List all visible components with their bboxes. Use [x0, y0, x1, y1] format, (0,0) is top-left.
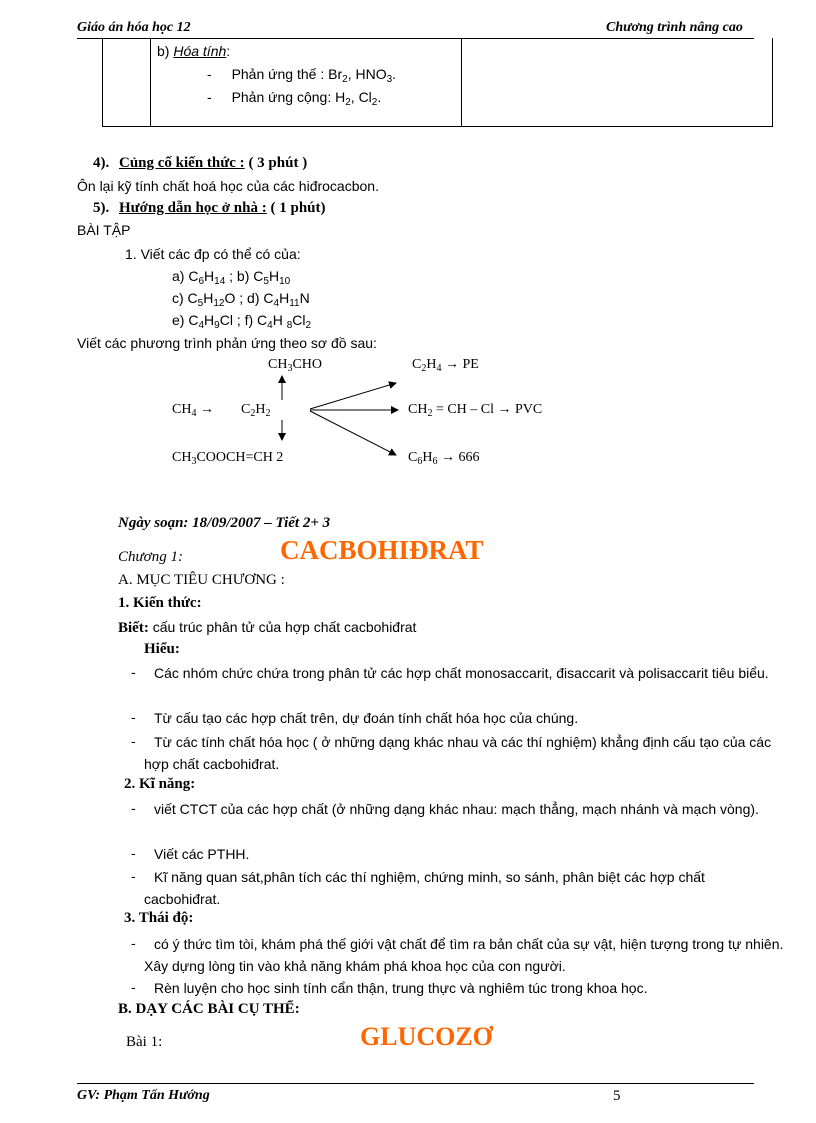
table-section-prefix: b) — [157, 43, 174, 59]
understand-item-2: Từ cấu tạo các hợp chất trên, dự đoán tính chất hóa học của chúng. — [154, 710, 579, 726]
homework-number: 5). — [93, 200, 110, 216]
exercise-option-1: a) $C_6H_{14}$ ; b) $C_5H_{10}$ — [172, 268, 291, 287]
dash: - — [131, 935, 136, 951]
knowledge-heading: 1. Kiến thức: — [118, 595, 202, 611]
footer-rule — [77, 1083, 754, 1084]
dash: - — [131, 845, 136, 861]
table-item-text: Phản ứng thế : $Br_2$, $HNO_3$. — [231, 66, 397, 85]
homework-title: Hướng dẫn học ở nhà : — [119, 200, 267, 216]
node-vinyl-chloride: $CH_2$ = CH – Cl → PVC — [408, 402, 543, 419]
know-line — [118, 619, 416, 637]
chapter-label: Chương 1: — [118, 549, 183, 565]
exercise-label: BÀI TẬP — [77, 222, 131, 238]
review-time: ( 3 phút ) — [248, 155, 308, 171]
exercise-q1: 1. Viết các đp có thể có của: — [125, 246, 301, 262]
review-title: Củng cố kiến thức : — [119, 155, 245, 171]
review-number: 4). — [93, 155, 110, 171]
footer-teacher: GV: Phạm Tấn Hướng — [77, 1088, 210, 1103]
lesson-date: Ngày soạn: 18/09/2007 – Tiết 2+ 3 — [118, 515, 331, 531]
skills-heading: 2. Kĩ năng: — [124, 776, 196, 792]
dash: - — [207, 89, 212, 105]
node-ch4: $CH_4$ → — [172, 402, 214, 419]
know-text: cấu trúc phân tử của hợp chất cacbohiđrat — [148, 619, 417, 635]
homework-time: ( 1 phút) — [270, 200, 326, 216]
header-left: Giáo án hóa học 12 — [77, 20, 191, 35]
know-label: Biết: — [118, 620, 149, 636]
node-benzene: $C_6H_6 \to 666$ — [408, 450, 480, 467]
table-item-text: Phản ứng cộng: $H_2$, $Cl_2$. — [231, 89, 382, 108]
review-text: Ôn lại kỹ tính chất hoá học của các hiđrocacbon. — [77, 178, 379, 194]
table-section-colon: : — [226, 43, 231, 59]
teach-heading: B. DẠY CÁC BÀI CỤ THỂ: — [118, 1001, 300, 1017]
exercise-option-3: e) $C_4H_9Cl$ ; f) $C_4H$ $_8Cl_2$ — [172, 312, 312, 331]
understand-item-3: Từ các tính chất hóa học ( ở những dạng khác nhau và các thí nghiệm) khẳng định cấu tạo của các hợp chất cacbohiđrat. — [144, 734, 772, 772]
lesson1-title: GLUCOZƠ — [360, 1022, 493, 1051]
attitude-item-1: có ý thức tìm tòi, khám phá thế giới vật chất để tìm ra bản chất của sự vật, hiện tượng trong tự nhiên. Xây dựng lòng tin vào khả năng khám phá khoa học của con người. — [144, 936, 784, 974]
attitude-item-2: Rèn luyện cho học sinh tính cẩn thận, trung thực và nghiêm túc trong khoa học. — [154, 980, 648, 996]
table-section-title: Hóa tính — [173, 43, 227, 59]
skills-item-3: Kĩ năng quan sát,phân tích các thí nghiệm, chứng minh, so sánh, phân biệt các hợp chất cacbohiđrat. — [144, 869, 705, 907]
dash: - — [131, 868, 136, 884]
dash: - — [131, 709, 136, 725]
node-ch3cho: $CH_3CHO$ — [268, 357, 323, 374]
goals-heading: A. MỤC TIÊU CHƯƠNG : — [118, 572, 285, 588]
chapter-title: CACBOHIĐRAT — [280, 535, 484, 565]
dash: - — [131, 733, 136, 749]
arrow-to-benzene — [310, 411, 396, 455]
node-c2h2: $C_2H_2$ — [241, 402, 271, 419]
skills-item-1: viết CTCT của các hợp chất (ở những dạng khác nhau: mạch thẳng, mạch nhánh và mạch vòng). — [154, 801, 759, 817]
dash: - — [131, 979, 136, 995]
understand-heading: Hiểu: — [144, 641, 180, 657]
dash: - — [207, 66, 212, 82]
exercise-option-2: c) $C_5H_{12}O$ ; d) $C_4H_{11}N$ — [172, 290, 310, 309]
exercise-q2: Viết các phương trình phản ứng theo sơ đồ sau: — [77, 335, 377, 351]
lesson1-label: Bài 1: — [126, 1034, 163, 1050]
header-right: Chương trình nâng cao — [606, 20, 743, 35]
arrow-to-c2h4 — [310, 383, 396, 409]
dash: - — [131, 664, 136, 680]
understand-item-1: Các nhóm chức chứa trong phân tử các hợp chất monosaccarit, đisaccarit và polisaccarit tiêu biểu. — [154, 665, 769, 681]
skills-item-2: Viết các PTHH. — [154, 846, 250, 862]
node-c2h4: $C_2H_4$ → PE — [412, 357, 479, 374]
dash: - — [131, 800, 136, 816]
attitude-heading: 3. Thái độ: — [124, 910, 194, 926]
node-ester: $CH_3COOCH=CH$ 2 — [172, 450, 284, 467]
page-number: 5 — [613, 1088, 621, 1104]
